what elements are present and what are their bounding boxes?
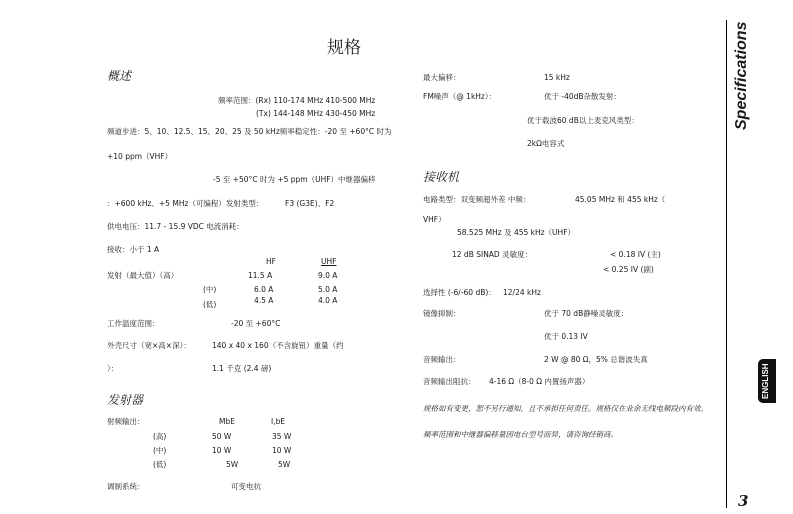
- if-vhf: VHF）: [423, 215, 446, 224]
- selectivity-label: 选择性 (-6/-60 dB)：: [423, 288, 496, 297]
- power-mid-label: (中): [153, 446, 167, 455]
- image-rejection-label: 镜像抑制：: [423, 309, 461, 318]
- tx-mid-uhf: 5.0 A: [318, 285, 338, 294]
- if-uhf: 58.525 MHz 及 455 kHz（UHF）: [457, 228, 576, 237]
- language-tab-label: ENGLISH: [761, 363, 770, 399]
- circuit-type-label: 电路类型：双变频超外差 中频：: [423, 195, 531, 204]
- spurious-value: 优于载波60 dB以上麦克风类型：: [527, 116, 639, 125]
- sinad-main: < 0.18 IV (主): [610, 250, 661, 259]
- repeater-offset: ：+600 kHz、+5 MHz（可编程）发射类型：: [107, 199, 264, 208]
- rx-current: 接收：小于 1 A: [107, 245, 160, 254]
- tx-low-uhf: 4.0 A: [318, 296, 338, 305]
- emission-type: F3 (G3E)、F2: [285, 199, 335, 208]
- rf-power-label: 射频输出：: [107, 417, 145, 426]
- page-title: 规格: [327, 38, 361, 58]
- temp-range-value: -20 至 +60°C: [231, 319, 281, 328]
- tx-hi-hf: 11.5 A: [248, 271, 273, 280]
- audio-output-label: 音频输出：: [423, 355, 461, 364]
- section-receiver-heading: 接收机: [423, 170, 460, 184]
- col-uhf-power: I,bE: [271, 417, 286, 426]
- tx-low-label: (低): [203, 300, 217, 309]
- if-value: 45.05 MHz 和 455 kHz（: [575, 195, 666, 204]
- modulation-value: 可变电抗: [231, 482, 261, 491]
- power-mid-vhf: 10 W: [212, 446, 232, 455]
- squelch-value: 优于 0.13 IV: [544, 332, 588, 341]
- col-vhf-power: MbE: [219, 417, 235, 426]
- tx-low-hf: 4.5 A: [254, 296, 274, 305]
- stability-uhf: -5 至 +50°C 时为 +5 ppm（UHF）中继器偏移: [213, 175, 376, 184]
- power-low-vhf: 5W: [226, 460, 239, 469]
- freq-range-rx: 频率范围：(Rx) 110-174 MHz 410-500 MHz: [218, 96, 376, 105]
- power-hi-vhf: 50 W: [212, 432, 232, 441]
- max-deviation-value: 15 kHz: [544, 73, 570, 82]
- freq-range-tx: (Tx) 144-148 MHz 430-450 MHz: [256, 109, 376, 118]
- power-mid-uhf: 10 W: [272, 446, 292, 455]
- note-freq-range: 频率范围和中继器偏移量因电台型号而异，请咨询经销商。: [423, 430, 618, 439]
- temp-range-label: 工作温度范围：: [107, 319, 160, 328]
- power-low-uhf: 5W: [278, 460, 291, 469]
- modulation-label: 调制系统：: [107, 482, 145, 491]
- dimensions-value: 140 x 40 x 160（不含旋钮）重量（约: [212, 341, 344, 350]
- image-rejection-value: 优于 70 dB静噪灵敏度：: [544, 309, 629, 318]
- tx-mid-label: (中): [203, 285, 217, 294]
- power-low-label: (低): [153, 460, 167, 469]
- supply-voltage: 供电电压：11.7 - 15.9 VDC 电流消耗：: [107, 222, 244, 231]
- tx-current-label: 发射（最大值）（高）: [107, 271, 179, 280]
- note-specs-change: 规格如有变更，恕不另行通知，且不承担任何责任。规格仅在业余无线电频段内有效。: [423, 404, 708, 413]
- channel-step: 频道步进：5、10、12.5、15、20、25 及 50 kHz频率稳定性：-20 至 +60°C 时为: [107, 127, 392, 136]
- stability-vhf: +10 ppm（VHF）: [107, 152, 173, 161]
- specifications-side-label-box: [733, 21, 753, 150]
- section-overview-heading: 概述: [107, 69, 132, 83]
- power-hi-label: (高): [153, 432, 167, 441]
- page-number: 3: [738, 492, 749, 510]
- margin-divider: [726, 20, 727, 508]
- power-hi-uhf: 35 W: [272, 432, 292, 441]
- fm-noise-label: FM噪声（@ 1kHz）：: [423, 92, 497, 101]
- col-hf: HF: [266, 257, 276, 266]
- language-tab: [758, 359, 776, 403]
- mic-type-value: 2kΩ电容式: [527, 139, 565, 148]
- tx-mid-hf: 6.0 A: [254, 285, 274, 294]
- audio-output-value: 2 W @ 80 Ω，5% 总谐波失真: [544, 355, 648, 364]
- weight-prefix: ）：: [107, 364, 119, 373]
- sinad-label: 12 dB SINAD 灵敏度：: [452, 250, 533, 259]
- section-transmitter-heading: 发射器: [107, 393, 144, 407]
- selectivity-value: 12/24 kHz: [503, 288, 541, 297]
- sinad-sub: < 0.25 IV (副): [603, 265, 654, 274]
- weight-value: 1.1 千克 (2.4 磅): [212, 364, 272, 373]
- dimensions-label: 外壳尺寸（宽×高×深）：: [107, 341, 191, 350]
- specifications-side-label: Specifications: [733, 21, 750, 130]
- audio-impedance-value: 4-16 Ω（8-0 Ω 内置扬声器）: [489, 377, 590, 386]
- audio-impedance-label: 音频输出阻抗：: [423, 377, 476, 386]
- tx-hi-uhf: 9.0 A: [318, 271, 338, 280]
- max-deviation-label: 最大偏移：: [423, 73, 461, 82]
- col-uhf: UHF: [321, 257, 337, 266]
- fm-noise-value: 优于 -40dB杂散发射：: [544, 92, 622, 101]
